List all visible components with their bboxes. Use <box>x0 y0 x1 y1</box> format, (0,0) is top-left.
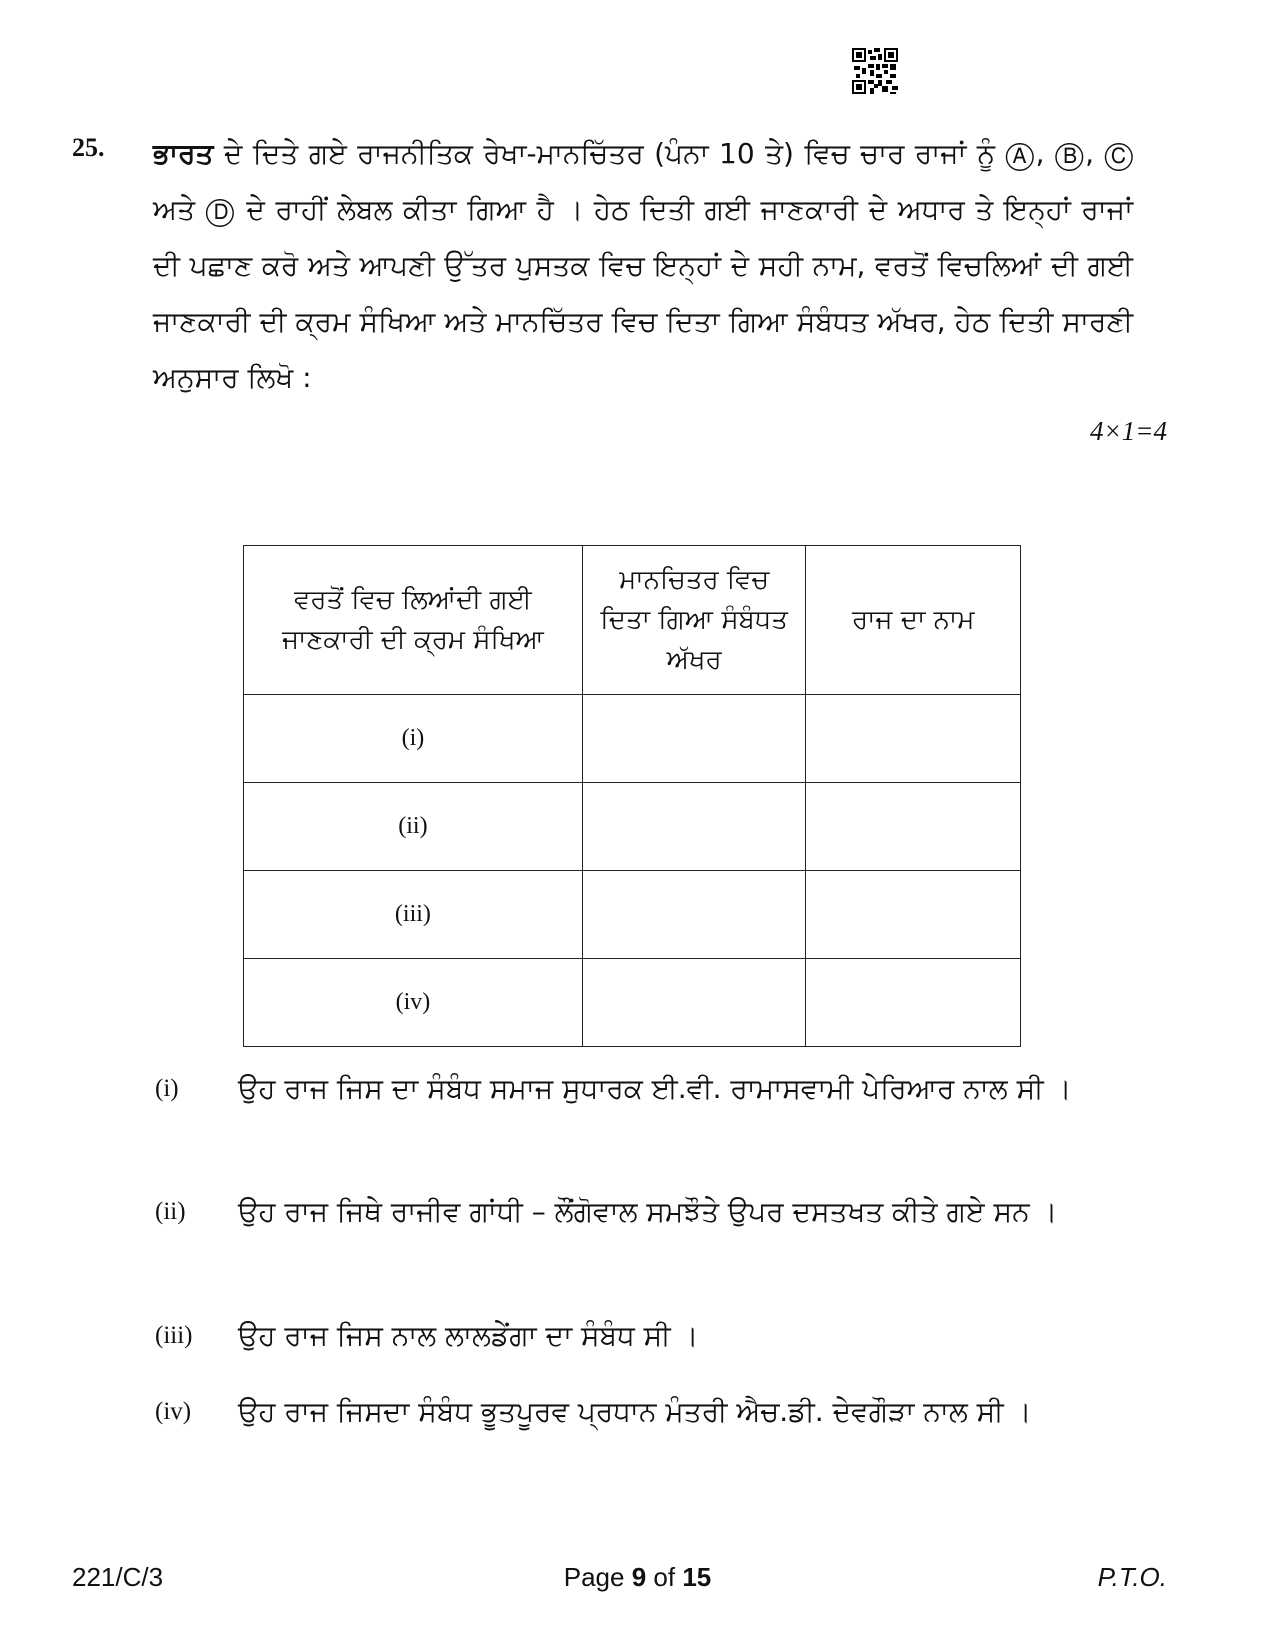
clue-text: ਉਹ ਰਾਜ ਜਿਸਦਾ ਸੰਬੰਧ ਭੂਤਪੂਰਵ ਪ੍ਰਧਾਨ ਮੰਤਰੀ ਐਚ.ਡੀ. ਦੇਵਗੌੜਾ ਨਾਲ ਸੀ । <box>238 1395 1032 1428</box>
question-text <box>153 126 1133 406</box>
table-cell-state <box>806 959 1021 1047</box>
marks-allocation: 4×1=4 <box>1090 416 1167 446</box>
table-cell-serial: (iii) <box>244 871 583 959</box>
table-header-serial: ਵਰਤੋਂ ਵਿਚ ਲਿਆਂਦੀ ਗਈ ਜਾਣਕਾਰੀ ਦੀ ਕ੍ਰਮ ਸੰਖਿਆ <box>244 546 583 695</box>
clue-item <box>155 1307 1135 1365</box>
page-current: 9 <box>631 1562 647 1592</box>
clue-number: (i) <box>155 1075 179 1102</box>
table-cell-letter <box>582 695 806 783</box>
clue-item <box>155 1383 1135 1441</box>
table-cell-letter <box>582 871 806 959</box>
clue-text: ਉਹ ਰਾਜ ਜਿਸ ਦਾ ਸੰਬੰਧ ਸਮਾਜ ਸੁਧਾਰਕ ਈ.ਵੀ. ਰਾਮਾਸਵਾਮੀ ਪੇਰਿਆਰ ਨਾਲ ਸੀ । <box>238 1072 1072 1105</box>
table-cell-letter <box>582 783 806 871</box>
question-bold-word: ਭਾਰਤ <box>153 137 214 170</box>
clue-item <box>155 1183 1135 1241</box>
page-total: 15 <box>682 1562 712 1592</box>
table-cell-state <box>806 695 1021 783</box>
qr-code-icon <box>852 48 898 94</box>
table-cell-letter <box>582 959 806 1047</box>
paper-code: 221/C/3 <box>72 1562 164 1592</box>
table-cell-serial: (i) <box>244 695 583 783</box>
table-header-row <box>244 546 1021 695</box>
page-of: of <box>646 1562 683 1592</box>
clue-number: (iv) <box>155 1398 192 1425</box>
table-cell-state <box>806 871 1021 959</box>
clue-item <box>155 1060 1135 1118</box>
clue-text: ਉਹ ਰਾਜ ਜਿਸ ਨਾਲ ਲਾਲਡੇਂਗਾ ਦਾ ਸੰਬੰਧ ਸੀ । <box>238 1319 699 1352</box>
table-header-state: ਰਾਜ ਦਾ ਨਾਮ <box>806 546 1021 695</box>
clue-number: (iii) <box>155 1322 193 1349</box>
table-row <box>244 695 1021 783</box>
table-row <box>244 959 1021 1047</box>
table-cell-state <box>806 783 1021 871</box>
page-number <box>0 1562 1275 1593</box>
table-header-letter: ਮਾਨਚਿਤਰ ਵਿਚ ਦਿਤਾ ਗਿਆ ਸੰਬੰਧਤ ਅੱਖਰ <box>582 546 806 695</box>
question-number: 25. <box>72 133 105 162</box>
question-body: ਦੇ ਦਿਤੇ ਗਏ ਰਾਜਨੀਤਿਕ ਰੇਖਾ-ਮਾਨਚਿੱਤਰ (ਪੰਨਾ 10 ਤੇ) ਵਿਚ ਚਾਰ ਰਾਜਾਂ ਨੂੰ Ⓐ, Ⓑ, Ⓒ ਅਤੇ Ⓓ ਦੇ ਰਾਹੀਂ ਲੇਬਲ ਕੀਤਾ ਗਿਆ ਹੈ । ਹੇਠ ਦਿਤੀ ਗਈ ਜਾਣਕਾਰੀ ਦੇ ਅਧਾਰ ਤੇ ਇਨ੍ਹਾਂ ਰਾਜਾਂ ਦੀ ਪਛਾਣ ਕਰੋ ਅਤੇ ਆਪਣੀ ਉੱਤਰ ਪੁਸਤਕ ਵਿਚ ਇਨ੍ਹਾਂ ਦੇ ਸਹੀ ਨਾਮ, ਵਰਤੋਂ ਵਿਚਲਿਆਂ ਦੀ ਗਈ ਜਾਣਕਾਰੀ ਦੀ ਕ੍ਰਮ ਸੰਖਿਆ ਅਤੇ ਮਾਨਚਿੱਤਰ ਵਿਚ ਦਿਤਾ ਗਿਆ ਸੰਬੰਧਤ ਅੱਖਰ, ਹੇਠ ਦਿਤੀ ਸਾਰਣੀ ਅਨੁਸਾਰ ਲਿਖੋ : <box>153 137 1133 394</box>
table-cell-serial: (iv) <box>244 959 583 1047</box>
clue-number: (ii) <box>155 1198 186 1225</box>
table-row <box>244 783 1021 871</box>
table-row <box>244 871 1021 959</box>
table-cell-serial: (ii) <box>244 783 583 871</box>
clue-text: ਉਹ ਰਾਜ ਜਿਥੇ ਰਾਜੀਵ ਗਾਂਧੀ – ਲੌਂਗੋਵਾਲ ਸਮਝੌਤੇ ਉਪਰ ਦਸਤਖਤ ਕੀਤੇ ਗਏ ਸਨ । <box>238 1195 1058 1228</box>
page-prefix: Page <box>563 1562 632 1592</box>
pto-label: P.T.O. <box>1097 1562 1167 1592</box>
answer-table <box>243 545 1021 1047</box>
